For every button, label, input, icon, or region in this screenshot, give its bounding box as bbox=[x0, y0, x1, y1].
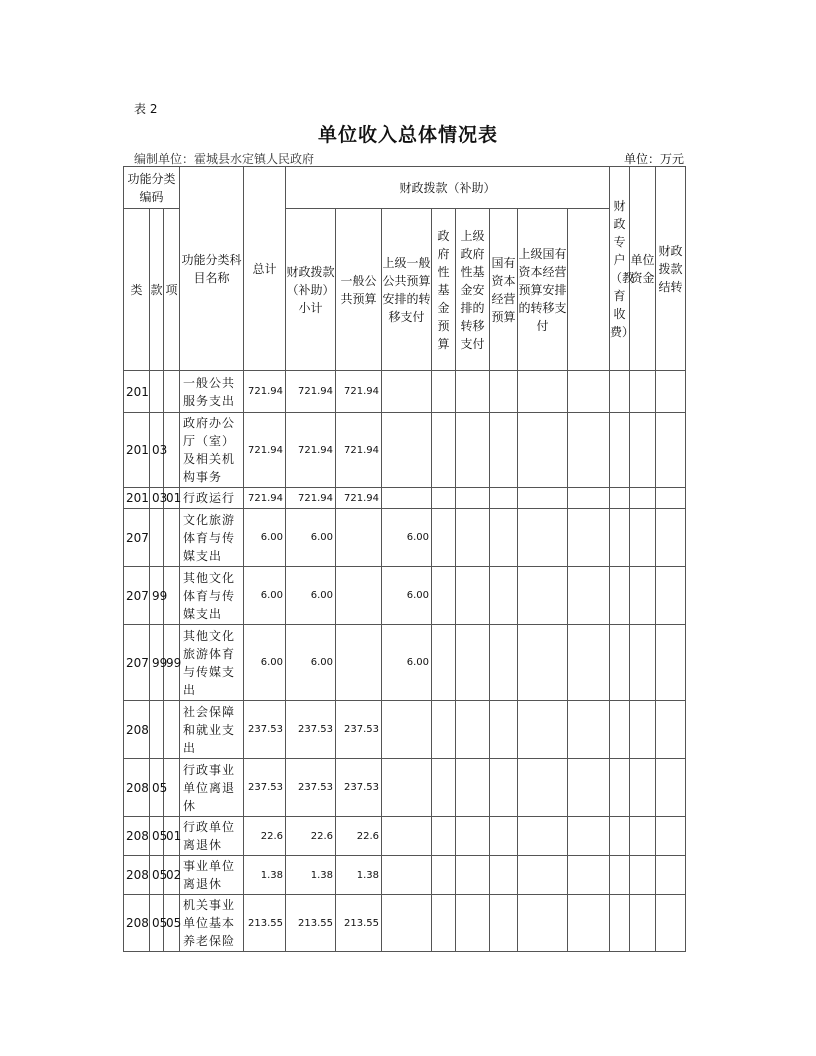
header-state-capital: 国有资本经营预算 bbox=[490, 209, 518, 371]
code-xiang bbox=[164, 701, 180, 759]
header-func-name: 功能分类科目名称 bbox=[180, 167, 244, 371]
total-cell: 6.00 bbox=[244, 625, 286, 701]
general-budget-cell: 213.55 bbox=[336, 895, 382, 952]
table-row bbox=[124, 856, 686, 895]
empty-cell bbox=[630, 817, 656, 856]
code-lei: 201 bbox=[124, 371, 150, 413]
empty-cell bbox=[432, 509, 456, 567]
empty-cell bbox=[518, 856, 568, 895]
general-budget-cell bbox=[336, 625, 382, 701]
total-cell: 6.00 bbox=[244, 567, 286, 625]
empty-cell bbox=[610, 759, 630, 817]
general-budget-cell bbox=[336, 509, 382, 567]
table-row bbox=[124, 625, 686, 701]
upper-general-cell bbox=[382, 759, 432, 817]
general-budget-cell: 22.6 bbox=[336, 817, 382, 856]
code-xiang: 02 bbox=[164, 856, 180, 895]
code-lei: 207 bbox=[124, 567, 150, 625]
code-kuan: 99 bbox=[150, 625, 164, 701]
empty-cell bbox=[568, 856, 610, 895]
code-lei: 201 bbox=[124, 488, 150, 509]
empty-cell bbox=[610, 895, 630, 952]
header-upper-state-capital: 上级国有资本经营预算安排的转移支付 bbox=[518, 209, 568, 371]
table-row bbox=[124, 817, 686, 856]
empty-cell bbox=[568, 701, 610, 759]
header-gov-fund: 政府性基金预算 bbox=[432, 209, 456, 371]
item-name: 社会保障和就业支出 bbox=[180, 701, 244, 759]
code-lei: 208 bbox=[124, 759, 150, 817]
empty-cell bbox=[656, 895, 686, 952]
empty-cell bbox=[456, 856, 490, 895]
total-cell: 1.38 bbox=[244, 856, 286, 895]
empty-cell bbox=[432, 817, 456, 856]
code-lei: 207 bbox=[124, 625, 150, 701]
table-row bbox=[124, 895, 686, 952]
empty-cell bbox=[490, 413, 518, 488]
empty-cell bbox=[518, 413, 568, 488]
upper-general-cell bbox=[382, 413, 432, 488]
empty-cell bbox=[456, 509, 490, 567]
empty-cell bbox=[656, 413, 686, 488]
table-row bbox=[124, 413, 686, 488]
total-cell: 237.53 bbox=[244, 759, 286, 817]
empty-cell bbox=[432, 759, 456, 817]
subtotal-cell: 213.55 bbox=[286, 895, 336, 952]
empty-cell bbox=[568, 567, 610, 625]
table-row bbox=[124, 509, 686, 567]
subtotal-cell: 22.6 bbox=[286, 817, 336, 856]
empty-cell bbox=[630, 856, 656, 895]
upper-general-cell bbox=[382, 371, 432, 413]
table-row bbox=[124, 371, 686, 413]
empty-cell bbox=[456, 625, 490, 701]
code-kuan: 05 bbox=[150, 856, 164, 895]
empty-cell bbox=[630, 371, 656, 413]
empty-cell bbox=[610, 701, 630, 759]
table-tag: 表 2 bbox=[134, 102, 158, 116]
code-lei: 208 bbox=[124, 856, 150, 895]
empty-cell bbox=[490, 759, 518, 817]
empty-cell bbox=[490, 895, 518, 952]
code-kuan bbox=[150, 371, 164, 413]
empty-cell bbox=[568, 371, 610, 413]
subtotal-cell: 237.53 bbox=[286, 701, 336, 759]
total-cell: 721.94 bbox=[244, 488, 286, 509]
empty-cell bbox=[610, 509, 630, 567]
empty-cell bbox=[610, 371, 630, 413]
empty-cell bbox=[432, 701, 456, 759]
upper-general-cell bbox=[382, 856, 432, 895]
empty-cell bbox=[432, 567, 456, 625]
header-total: 总计 bbox=[244, 167, 286, 371]
empty-cell bbox=[432, 625, 456, 701]
upper-general-cell: 6.00 bbox=[382, 567, 432, 625]
compiler-label: 编制单位：霍城县水定镇人民政府 bbox=[134, 152, 315, 166]
empty-cell bbox=[456, 567, 490, 625]
general-budget-cell: 237.53 bbox=[336, 701, 382, 759]
empty-cell bbox=[630, 413, 656, 488]
total-cell: 6.00 bbox=[244, 509, 286, 567]
upper-general-cell bbox=[382, 895, 432, 952]
upper-general-cell: 6.00 bbox=[382, 509, 432, 567]
empty-cell bbox=[568, 817, 610, 856]
total-cell: 237.53 bbox=[244, 701, 286, 759]
item-name: 文化旅游体育与传媒支出 bbox=[180, 509, 244, 567]
table-row bbox=[124, 701, 686, 759]
empty-cell bbox=[490, 856, 518, 895]
item-name: 机关事业单位基本养老保险 bbox=[180, 895, 244, 952]
header-carryover: 财政拨款结转 bbox=[656, 167, 686, 371]
table-row bbox=[124, 488, 686, 509]
general-budget-cell: 721.94 bbox=[336, 413, 382, 488]
empty-cell bbox=[630, 625, 656, 701]
empty-cell bbox=[610, 625, 630, 701]
empty-cell bbox=[518, 488, 568, 509]
empty-cell bbox=[568, 509, 610, 567]
total-cell: 721.94 bbox=[244, 371, 286, 413]
header-fiscal-subtotal: 财政拨款（补助）小计 bbox=[286, 209, 336, 371]
empty-cell bbox=[490, 488, 518, 509]
item-name: 行政单位离退休 bbox=[180, 817, 244, 856]
upper-general-cell bbox=[382, 701, 432, 759]
subtotal-cell: 1.38 bbox=[286, 856, 336, 895]
code-kuan: 05 bbox=[150, 759, 164, 817]
code-xiang: 99 bbox=[164, 625, 180, 701]
header-lei: 类 bbox=[124, 209, 150, 371]
empty-cell bbox=[610, 817, 630, 856]
code-lei: 208 bbox=[124, 895, 150, 952]
code-lei: 208 bbox=[124, 817, 150, 856]
general-budget-cell: 237.53 bbox=[336, 759, 382, 817]
empty-cell bbox=[518, 509, 568, 567]
empty-cell bbox=[518, 895, 568, 952]
empty-cell bbox=[630, 567, 656, 625]
code-kuan: 05 bbox=[150, 895, 164, 952]
empty-cell bbox=[656, 488, 686, 509]
header-unit-fund: 单位资金 bbox=[630, 167, 656, 371]
subtotal-cell: 721.94 bbox=[286, 488, 336, 509]
header-general-budget: 一般公共预算 bbox=[336, 209, 382, 371]
empty-cell bbox=[656, 856, 686, 895]
empty-cell bbox=[610, 567, 630, 625]
code-lei: 207 bbox=[124, 509, 150, 567]
total-cell: 213.55 bbox=[244, 895, 286, 952]
header-xiang: 项 bbox=[164, 209, 180, 371]
table-row bbox=[124, 759, 686, 817]
income-table bbox=[123, 166, 686, 952]
empty-cell bbox=[656, 817, 686, 856]
empty-cell bbox=[490, 509, 518, 567]
subtotal-cell: 721.94 bbox=[286, 413, 336, 488]
empty-cell bbox=[490, 371, 518, 413]
code-lei: 201 bbox=[124, 413, 150, 488]
total-cell: 22.6 bbox=[244, 817, 286, 856]
empty-cell bbox=[456, 817, 490, 856]
empty-cell bbox=[518, 701, 568, 759]
empty-cell bbox=[568, 413, 610, 488]
empty-cell bbox=[568, 488, 610, 509]
empty-cell bbox=[656, 371, 686, 413]
empty-cell bbox=[518, 371, 568, 413]
empty-cell bbox=[456, 759, 490, 817]
code-kuan: 99 bbox=[150, 567, 164, 625]
header-special-account: 财政专户（教育收费） bbox=[610, 167, 630, 371]
table-body bbox=[124, 371, 686, 952]
empty-cell bbox=[490, 817, 518, 856]
empty-cell bbox=[656, 759, 686, 817]
item-name: 事业单位离退休 bbox=[180, 856, 244, 895]
general-budget-cell: 721.94 bbox=[336, 371, 382, 413]
empty-cell bbox=[518, 817, 568, 856]
empty-cell bbox=[490, 625, 518, 701]
table-row bbox=[124, 567, 686, 625]
empty-cell bbox=[490, 567, 518, 625]
empty-cell bbox=[518, 625, 568, 701]
item-name: 其他文化体育与传媒支出 bbox=[180, 567, 244, 625]
empty-cell bbox=[568, 895, 610, 952]
unit-label: 单位：万元 bbox=[623, 152, 684, 166]
empty-cell bbox=[630, 509, 656, 567]
upper-general-cell: 6.00 bbox=[382, 625, 432, 701]
empty-cell bbox=[432, 488, 456, 509]
empty-cell bbox=[656, 567, 686, 625]
header-upper-general: 上级一般公共预算安排的转移支付 bbox=[382, 209, 432, 371]
code-lei: 208 bbox=[124, 701, 150, 759]
empty-cell bbox=[518, 567, 568, 625]
empty-cell bbox=[456, 488, 490, 509]
subtotal-cell: 237.53 bbox=[286, 759, 336, 817]
empty-cell bbox=[456, 413, 490, 488]
code-kuan bbox=[150, 701, 164, 759]
empty-cell bbox=[432, 856, 456, 895]
code-xiang bbox=[164, 371, 180, 413]
subtotal-cell: 6.00 bbox=[286, 625, 336, 701]
item-name: 行政运行 bbox=[180, 488, 244, 509]
header-fiscal: 财政拨款（补助） bbox=[286, 167, 610, 209]
item-name: 其他文化旅游体育与传媒支出 bbox=[180, 625, 244, 701]
empty-cell bbox=[656, 509, 686, 567]
empty-cell bbox=[432, 371, 456, 413]
upper-general-cell bbox=[382, 817, 432, 856]
item-name: 政府办公厅（室）及相关机构事务 bbox=[180, 413, 244, 488]
empty-cell bbox=[610, 856, 630, 895]
empty-cell bbox=[630, 701, 656, 759]
general-budget-cell: 1.38 bbox=[336, 856, 382, 895]
upper-general-cell bbox=[382, 488, 432, 509]
item-name: 一般公共服务支出 bbox=[180, 371, 244, 413]
empty-cell bbox=[432, 413, 456, 488]
empty-cell bbox=[656, 625, 686, 701]
empty-cell bbox=[456, 895, 490, 952]
empty-cell bbox=[568, 625, 610, 701]
code-xiang bbox=[164, 509, 180, 567]
empty-cell bbox=[456, 701, 490, 759]
subtotal-cell: 6.00 bbox=[286, 567, 336, 625]
code-kuan: 03 bbox=[150, 413, 164, 488]
empty-cell bbox=[656, 701, 686, 759]
header-func-code: 功能分类编码 bbox=[124, 167, 180, 209]
general-budget-cell bbox=[336, 567, 382, 625]
header-upper-gov-fund: 上级政府性基金安排的转移支付 bbox=[456, 209, 490, 371]
empty-cell bbox=[630, 488, 656, 509]
subtotal-cell: 721.94 bbox=[286, 371, 336, 413]
item-name: 行政事业单位离退休 bbox=[180, 759, 244, 817]
empty-cell bbox=[610, 413, 630, 488]
general-budget-cell: 721.94 bbox=[336, 488, 382, 509]
total-cell: 721.94 bbox=[244, 413, 286, 488]
code-xiang: 01 bbox=[164, 817, 180, 856]
code-kuan bbox=[150, 509, 164, 567]
empty-cell bbox=[630, 759, 656, 817]
code-kuan: 03 bbox=[150, 488, 164, 509]
code-kuan: 05 bbox=[150, 817, 164, 856]
empty-cell bbox=[456, 371, 490, 413]
code-xiang: 05 bbox=[164, 895, 180, 952]
empty-cell bbox=[610, 488, 630, 509]
code-xiang: 01 bbox=[164, 488, 180, 509]
empty-cell bbox=[518, 759, 568, 817]
page-title: 单位收入总体情况表 bbox=[317, 124, 498, 146]
header-kuan: 款 bbox=[150, 209, 164, 371]
empty-cell bbox=[568, 759, 610, 817]
empty-cell bbox=[432, 895, 456, 952]
empty-cell bbox=[490, 701, 518, 759]
subtotal-cell: 6.00 bbox=[286, 509, 336, 567]
empty-cell bbox=[630, 895, 656, 952]
